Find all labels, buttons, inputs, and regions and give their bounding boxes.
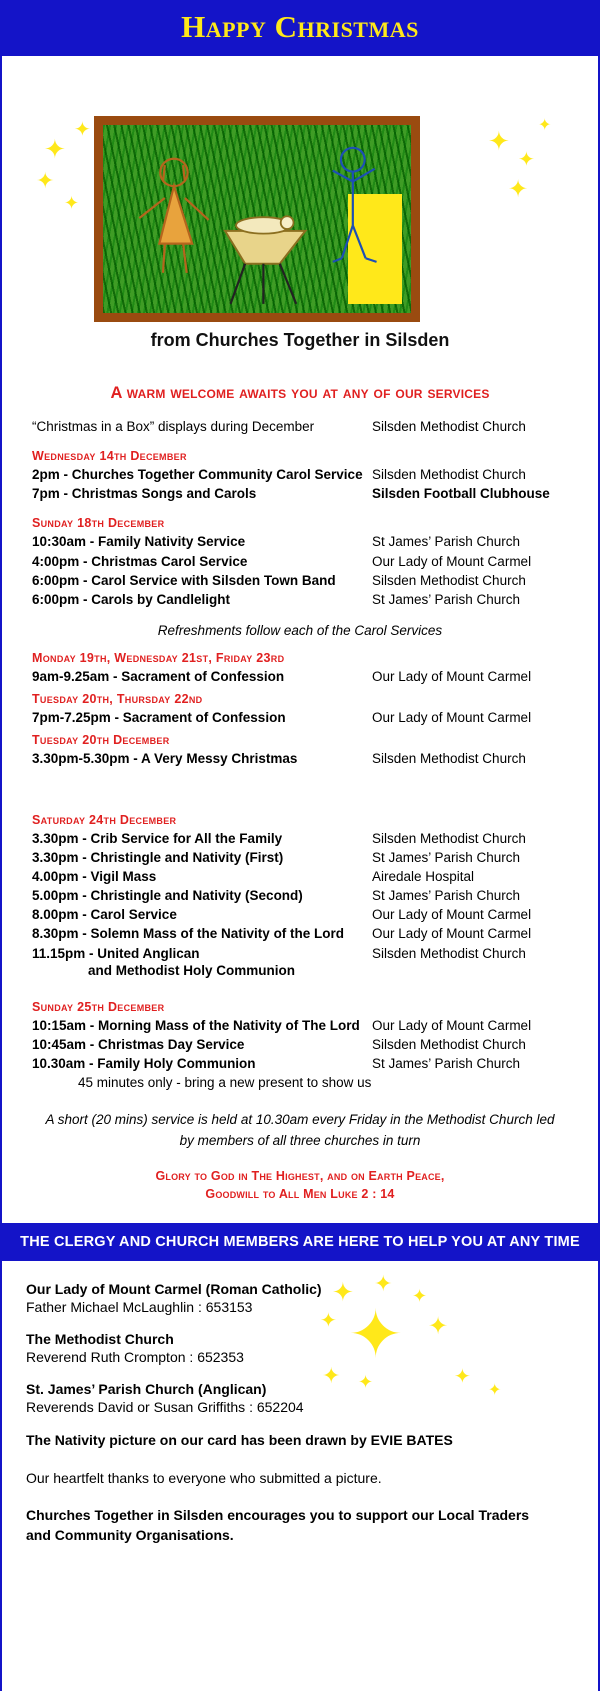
scripture-quote-line2: Goodwill to All Men Luke 2 : 14 (205, 1186, 395, 1201)
star-icon: ✦ (348, 1297, 404, 1372)
star-icon: ✦ (74, 119, 91, 141)
date-heading: Sunday 18th December (32, 516, 165, 531)
event-row (26, 465, 574, 484)
refreshments-note: Refreshments follow each of the Carol Services (157, 623, 443, 639)
event-label: 5.00pm - Christingle and Nativity (Second) (32, 888, 303, 904)
star-icon: ✦ (538, 117, 552, 134)
event-row (26, 924, 574, 943)
star-icon: ✦ (332, 1277, 354, 1308)
event-row (26, 905, 574, 924)
church-name: St. James’ Parish Church (Anglican) (26, 1381, 267, 1398)
event-label: 10:15am - Morning Mass of the Nativity of The Lord (32, 1017, 360, 1033)
event-row (26, 532, 574, 551)
event-label: 11.15pm - United Anglican (32, 945, 200, 961)
event-label: 6:00pm - Carol Service with Silsden Town Band (32, 572, 336, 588)
nativity-illustration (2, 62, 598, 362)
star-icon: ✦ (44, 134, 66, 164)
church-name: Our Lady of Mount Carmel (Roman Catholic) (26, 1281, 322, 1298)
event-venue: Silsden Methodist Church (372, 830, 526, 846)
event-venue: Silsden Methodist Church (372, 467, 526, 483)
friday-service-note (26, 1110, 574, 1151)
star-icon: ✦ (488, 1382, 502, 1400)
star-icon: ✦ (428, 1313, 449, 1341)
event-venue: Our Lady of Mount Carmel (372, 907, 532, 923)
event-label: 8.00pm - Carol Service (32, 907, 177, 923)
star-icon: ✦ (64, 193, 80, 213)
event-venue: St James’ Parish Church (372, 534, 521, 550)
nativity-drawing-canvas (94, 116, 420, 322)
star-icon: ✦ (358, 1372, 374, 1393)
event-label: 9am-9.25am - Sacrament of Confession (32, 669, 285, 685)
event-venue: Silsden Football Clubhouse (372, 486, 550, 502)
church-contact: Father Michael McLaughlin : 653153 (26, 1299, 253, 1316)
illustration-caption: from Churches Together in Silsden (150, 330, 450, 350)
event-venue: Silsden Methodist Church (372, 1036, 526, 1052)
event-venue: Our Lady of Mount Carmel (372, 710, 532, 726)
event-row (26, 552, 574, 571)
event-row (26, 708, 574, 727)
event-row (26, 1054, 574, 1073)
church-contact: Reverends David or Susan Griffiths : 652204 (26, 1399, 304, 1416)
event-label: 3.30pm - Crib Service for All the Family (32, 830, 283, 846)
event-venue: Our Lady of Mount Carmel (372, 1017, 532, 1033)
page-title: Happy Christmas (2, 0, 598, 56)
star-icon: ✦ (508, 176, 529, 203)
event-label-continuation: and Methodist Holy Communion (88, 962, 295, 978)
event-venue: St James’ Parish Church (372, 1055, 521, 1071)
date-heading: Saturday 24th December (32, 812, 177, 827)
event-row (26, 867, 574, 886)
christmas-day-note: 45 minutes only - bring a new present to show us (78, 1075, 372, 1091)
date-heading: Sunday 25th December (32, 999, 165, 1014)
event-row (26, 667, 574, 686)
local-traders-line2: and Community Organisations. (26, 1526, 234, 1543)
event-venue: St James’ Parish Church (372, 591, 521, 607)
event-label: 8.30pm - Solemn Mass of the Nativity of the Lord (32, 926, 345, 942)
church-contact: Reverend Ruth Crompton : 652353 (26, 1349, 244, 1366)
friday-service-note-line2: by members of all three churches in turn (179, 1132, 421, 1148)
event-label: 10:30am - Family Nativity Service (32, 534, 246, 550)
date-heading: Monday 19th, Wednesday 21st, Friday 23rd (32, 651, 285, 666)
friday-service-note-line1: A short (20 mins) service is held at 10.30am every Friday in the Methodist Church led (45, 1112, 555, 1128)
date-heading: Wednesday 14th December (32, 449, 187, 464)
local-traders-line1: Churches Together in Silsden encourages you to support our Local Traders (26, 1507, 530, 1524)
scripture-quote-line1: Glory to God in The Highest, and on Earth Peace, (155, 1168, 445, 1183)
event-venue: Our Lady of Mount Carmel (372, 553, 532, 569)
event-venue: Silsden Methodist Church (372, 945, 526, 961)
event-label: 10:45am - Christmas Day Service (32, 1036, 245, 1052)
star-icon: ✦ (320, 1310, 337, 1333)
event-label: 4:00pm - Christmas Carol Service (32, 553, 248, 569)
event-row (26, 1035, 574, 1054)
event-venue: Silsden Methodist Church (372, 572, 526, 588)
event-label: 3.30pm - Christingle and Nativity (First) (32, 849, 284, 865)
thanks-note: Our heartfelt thanks to everyone who submitted a picture. (26, 1469, 382, 1486)
event-row (26, 484, 574, 503)
event-row (26, 848, 574, 867)
event-venue: Airedale Hospital (372, 868, 475, 884)
clergy-banner: THE CLERGY AND CHURCH MEMBERS ARE HERE TO HELP YOU AT ANY TIME (2, 1223, 598, 1261)
event-label: 2pm - Churches Together Community Carol Service (32, 467, 363, 483)
event-row (26, 417, 574, 436)
star-icon: ✦ (36, 168, 55, 193)
star-icon: ✦ (518, 149, 535, 171)
event-label: 7pm - Christmas Songs and Carols (32, 486, 257, 502)
event-label: 4.00pm - Vigil Mass (32, 868, 157, 884)
event-row (26, 886, 574, 905)
event-row (26, 749, 574, 768)
drawing-figures-svg (103, 125, 411, 313)
event-label: 7pm-7.25pm - Sacrament of Confession (32, 710, 286, 726)
scripture-quote (26, 1167, 574, 1203)
schedule-content (2, 384, 598, 1203)
star-icon: ✦ (488, 126, 510, 156)
footer-contacts (2, 1261, 598, 1545)
artwork-credit: The Nativity picture on our card has been drawn by EVIE BATES (26, 1432, 453, 1449)
event-venue: Our Lady of Mount Carmel (372, 669, 532, 685)
event-row (26, 829, 574, 848)
event-label: 6:00pm - Carols by Candlelight (32, 591, 231, 607)
star-icon: ✦ (374, 1271, 393, 1297)
event-row (26, 590, 574, 609)
event-row (26, 1016, 574, 1035)
event-label: 3.30pm-5.30pm - A Very Messy Christmas (32, 751, 298, 767)
event-venue: St James’ Parish Church (372, 888, 521, 904)
event-row (26, 571, 574, 590)
date-heading: Tuesday 20th December (32, 733, 170, 748)
star-icon: ✦ (412, 1286, 428, 1307)
church-name: The Methodist Church (26, 1331, 174, 1348)
star-icon: ✦ (322, 1363, 341, 1389)
event-venue: Silsden Methodist Church (372, 751, 526, 767)
local-traders-note (26, 1506, 574, 1545)
nativity-drawing-frame (94, 116, 420, 322)
event-venue: St James’ Parish Church (372, 849, 521, 865)
star-icon: ✦ (454, 1366, 471, 1389)
event-label: 10.30am - Family Holy Communion (32, 1055, 256, 1071)
event-venue: Our Lady of Mount Carmel (372, 926, 532, 942)
event-label: “Christmas in a Box” displays during December (32, 419, 315, 434)
event-row (26, 944, 574, 963)
welcome-heading: A warm welcome awaits you at any of our services (110, 384, 490, 402)
date-heading: Tuesday 20th, Thursday 22nd (32, 692, 203, 707)
event-venue: Silsden Methodist Church (372, 419, 526, 434)
